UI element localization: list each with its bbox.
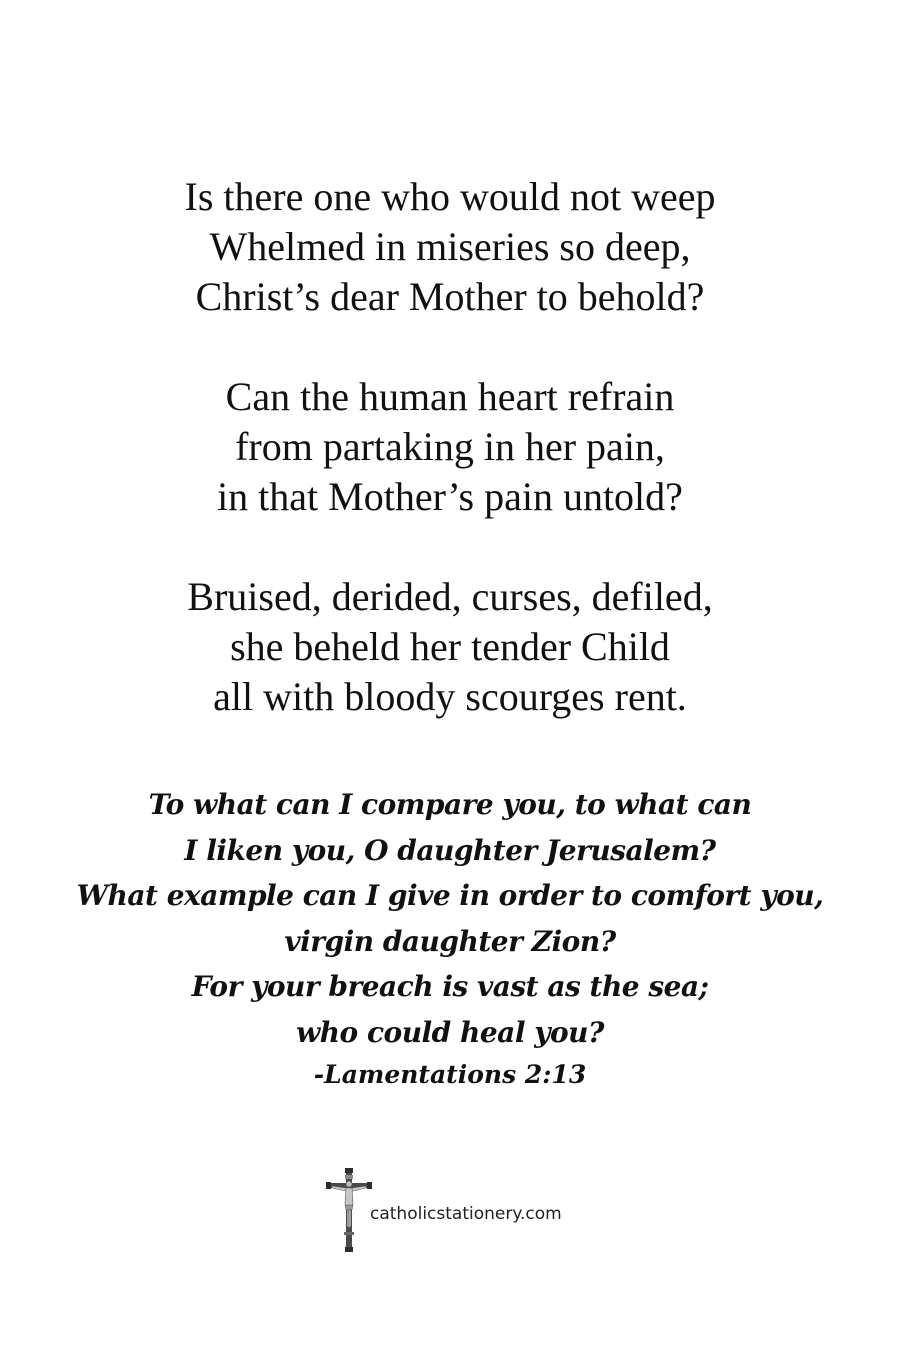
poem-line: she beheld her tender Child bbox=[230, 624, 670, 669]
scripture-quote bbox=[0, 782, 900, 1097]
poem-line: from partaking in her pain, bbox=[235, 424, 665, 469]
footer bbox=[322, 1168, 622, 1252]
website-link[interactable]: catholicstationery.com bbox=[370, 1204, 562, 1224]
stanza-2 bbox=[0, 372, 900, 522]
poem-line: Is there one who would not weep bbox=[184, 174, 716, 219]
scripture-line: For your breach is vast as the sea; bbox=[191, 970, 709, 1003]
stanza-3 bbox=[0, 572, 900, 722]
scripture-line: virgin daughter Zion? bbox=[284, 924, 616, 958]
scripture-line: To what can I compare you, to what can bbox=[148, 788, 752, 821]
poem-line: Whelmed in miseries so deep, bbox=[209, 224, 691, 269]
scripture-citation: -Lamentations 2:13 bbox=[313, 1060, 587, 1089]
scripture-line: I liken you, O daughter Jerusalem? bbox=[184, 833, 716, 867]
poem-line: all with bloody scourges rent. bbox=[213, 674, 687, 719]
scripture-line: who could heal you? bbox=[296, 1015, 604, 1049]
stanza-1 bbox=[0, 172, 900, 322]
poem-line: Can the human heart refrain bbox=[225, 374, 675, 419]
poem-line: Bruised, derided, curses, defiled, bbox=[187, 574, 713, 619]
poem-line: in that Mother’s pain untold? bbox=[217, 474, 683, 519]
poem bbox=[0, 172, 900, 722]
poem-line: Christ’s dear Mother to behold? bbox=[195, 274, 705, 319]
scripture-line: What example can I give in order to comfort you, bbox=[76, 879, 824, 912]
